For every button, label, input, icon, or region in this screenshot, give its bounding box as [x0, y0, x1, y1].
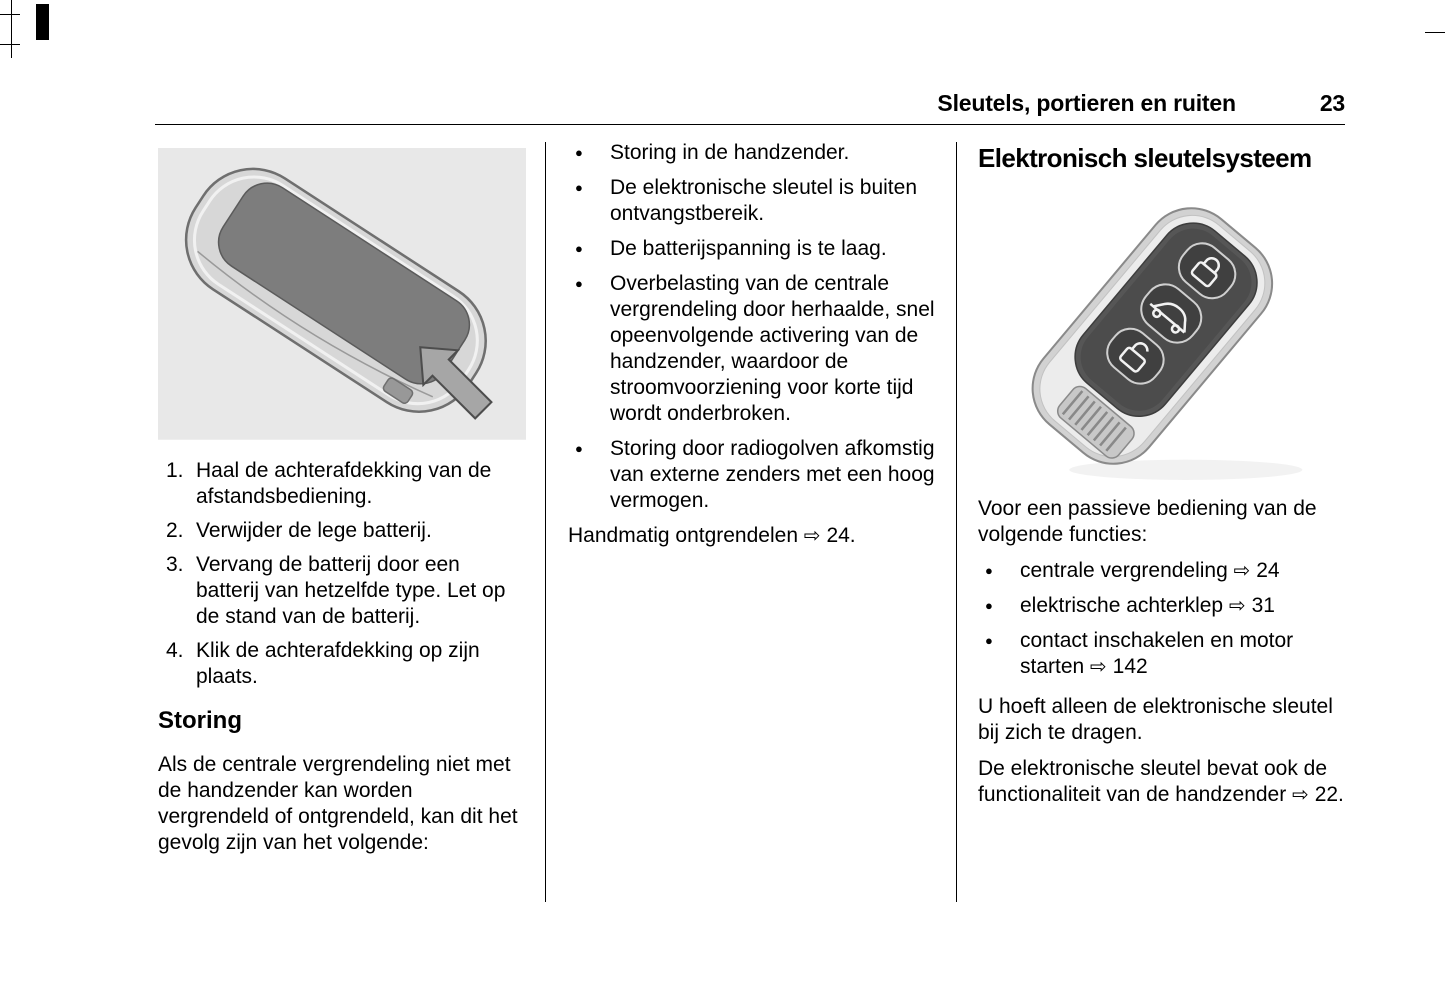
manual-unlock-reference — [568, 523, 940, 549]
page-ref-number: 31 — [1251, 593, 1275, 617]
step-text: Vervang de batterij door een batterij van hetzelfde type. Let op de stand van de batterij. — [196, 552, 506, 628]
cause-item — [568, 271, 940, 427]
function-label: centrale vergrendeling — [1020, 558, 1228, 582]
crop-mark-bar — [36, 4, 49, 40]
function-label: contact inschakelen en motor starten — [1020, 628, 1294, 678]
cause-text: De batterijspanning is te laag. — [610, 237, 887, 260]
step-number: 2. — [166, 518, 184, 542]
bullet-icon: ● — [575, 180, 583, 195]
bullet-icon: ● — [575, 276, 583, 291]
cause-text: Storing in de handzender. — [610, 141, 850, 164]
left-column — [158, 140, 526, 866]
bullet-icon: ● — [985, 562, 993, 578]
cause-item — [568, 436, 940, 514]
carry-paragraph: U hoeft alleen de elektronische sleutel bij zich te dragen. — [978, 694, 1333, 744]
cause-item — [568, 236, 940, 262]
step-item — [158, 638, 526, 690]
electronic-key-illustration — [978, 188, 1348, 482]
page-ref-number: 22. — [1314, 782, 1344, 806]
storing-paragraph: Als de centrale vergrendeling niet met de handzender kan worden vergrendeld of ontgrendeld, kan dit het gevolg zijn van het volgende: — [158, 752, 518, 854]
bullet-icon: ● — [575, 441, 583, 456]
electronic-key-figure — [978, 188, 1348, 482]
column-divider — [545, 142, 546, 902]
battery-replacement-steps — [158, 458, 526, 690]
remote-cover-illustration — [158, 148, 526, 440]
header-rule — [155, 124, 1345, 125]
page-ref-icon: ⇨ — [1233, 559, 1251, 582]
function-item — [978, 558, 1348, 584]
right-column — [978, 140, 1348, 818]
cause-text: De elektronische sleutel is buiten ontvangstbereik. — [610, 176, 918, 225]
crop-mark-tick — [0, 14, 20, 15]
page-ref-number: 24 — [1256, 558, 1280, 582]
bullet-icon: ● — [985, 597, 993, 613]
remote-functionality-paragraph — [978, 756, 1348, 808]
page-ref-icon: ⇨ — [1090, 655, 1107, 678]
cause-item — [568, 175, 940, 227]
page-ref-number: 142 — [1112, 654, 1148, 678]
step-text: Haal de achterafdekking van de afstandsbediening. — [196, 458, 492, 508]
step-text: Verwijder de lege batterij. — [196, 518, 432, 542]
cause-text: Storing door radiogolven afkomstig van externe zenders met een hoog vermogen. — [610, 437, 935, 512]
page-header — [155, 90, 1345, 117]
page-ref-icon: ⇨ — [1228, 594, 1246, 617]
page-ref-icon: ⇨ — [1292, 783, 1309, 806]
remote-functionality-text: De elektronische sleutel bevat ook de functionaliteit van de handzender — [978, 756, 1328, 806]
step-text: Klik de achterafdekking op zijn plaats. — [196, 638, 480, 688]
step-number: 3. — [166, 552, 184, 576]
page-number: 23 — [1319, 90, 1345, 116]
crop-mark-tick — [0, 44, 20, 45]
page-ref-number: 24. — [826, 524, 856, 547]
function-label: elektrische achterklep — [1020, 593, 1224, 617]
step-item — [158, 518, 526, 544]
manual-unlock-text: Handmatig ontgrendelen — [568, 524, 798, 547]
passive-intro: Voor een passieve bediening van de volgende functies: — [978, 496, 1317, 546]
storing-heading: Storing — [158, 706, 242, 734]
crop-mark-tick — [11, 0, 12, 58]
section-heading: Elektronisch sleutelsysteem — [978, 143, 1312, 173]
function-item — [978, 593, 1348, 619]
bullet-icon: ● — [985, 632, 993, 648]
function-item — [978, 628, 1348, 680]
step-number: 1. — [166, 458, 184, 482]
page-ref-icon: ⇨ — [803, 525, 821, 547]
chapter-title: Sleutels, portieren en ruiten — [937, 90, 1236, 116]
cause-text: Overbelasting van de centrale vergrendeling door herhaalde, snel opeenvolgende activering van de handzender, waardoor de stroomvoorziening voor korte tijd wordt onderbroken. — [610, 272, 935, 425]
bullet-icon: ● — [575, 241, 583, 256]
column-divider — [956, 142, 957, 902]
crop-mark-tick — [1425, 32, 1445, 33]
bullet-icon: ● — [575, 145, 583, 160]
electronic-key — [1014, 189, 1292, 482]
remote-cover-figure — [158, 148, 526, 440]
step-item — [158, 552, 526, 630]
step-number: 4. — [166, 638, 184, 662]
cause-item — [568, 140, 940, 166]
step-item — [158, 458, 526, 510]
middle-column — [568, 140, 940, 559]
